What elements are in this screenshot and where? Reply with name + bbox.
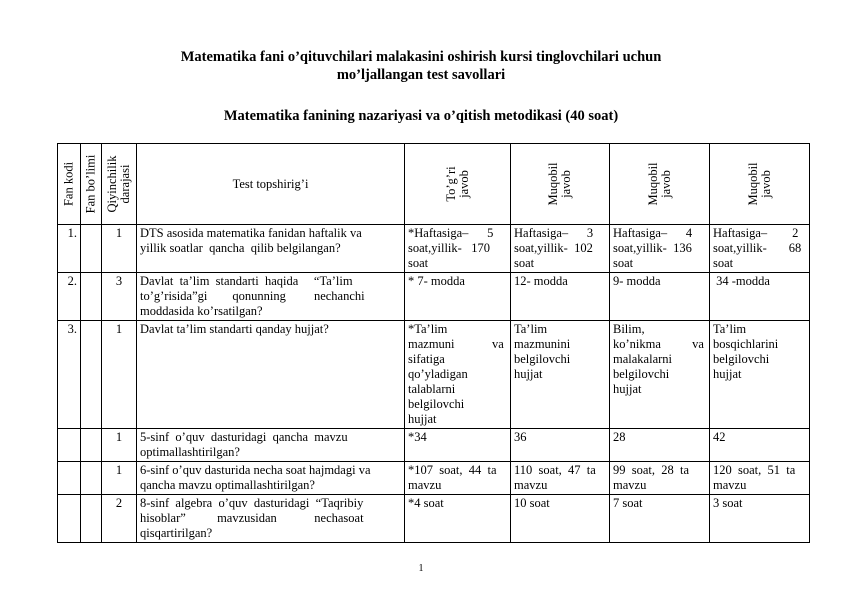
correct-answer-cell <box>405 462 511 495</box>
cell-text-line: 3 soat <box>713 496 743 510</box>
header-alternative-1: Muqobil javob <box>511 144 610 225</box>
cell-text-line: soat <box>408 256 429 270</box>
cell-text-line: sifatiga <box>408 352 445 366</box>
test-questions-table <box>57 143 810 543</box>
question-cell <box>137 321 405 429</box>
fan-kodi-cell <box>58 462 81 495</box>
cell-text-line: qo’yladigan <box>408 367 468 381</box>
fan-bolimi-cell <box>81 495 102 543</box>
cell-text-line: yillik soatlar qancha qilib belgilangan? <box>140 241 341 255</box>
alternative-2-cell <box>610 321 710 429</box>
difficulty-cell: 1 <box>102 429 137 462</box>
cell-text-line: *107 soat, 44 ta <box>408 463 497 477</box>
cell-text-line: talablarni <box>408 382 456 396</box>
cell-text-line: soat,yillik- 170 <box>408 241 490 255</box>
cell-text-line: 42 <box>713 430 726 444</box>
question-cell <box>137 429 405 462</box>
cell-text-line: soat,yillik- 68 <box>713 241 802 255</box>
cell-text-line: belgilovchi <box>514 352 571 366</box>
cell-text-line: Davlat ta’lim standarti qanday hujjat? <box>140 322 329 336</box>
table-body <box>58 225 810 543</box>
alternative-2-cell <box>610 495 710 543</box>
cell-text-line: Bilim, <box>613 322 645 336</box>
cell-text-line: hisoblar” mavzusidan nechasoat <box>140 511 364 525</box>
alternative-2-cell <box>610 225 710 273</box>
cell-text-line: soat,yillik- 136 <box>613 241 692 255</box>
cell-text-line: *34 <box>408 430 427 444</box>
fan-kodi-cell <box>58 429 81 462</box>
cell-text-line: 12- modda <box>514 274 568 288</box>
difficulty-cell: 1 <box>102 462 137 495</box>
cell-text-line: Ta’lim <box>713 322 747 336</box>
cell-text-line: belgilovchi <box>613 367 670 381</box>
fan-kodi-cell: 2. <box>58 273 81 321</box>
alternative-1-cell <box>511 321 610 429</box>
cell-text-line: qancha mavzu optimallashtirilgan? <box>140 478 315 492</box>
fan-kodi-cell <box>58 495 81 543</box>
cell-text-line: hujjat <box>613 382 642 396</box>
alternative-1-cell <box>511 462 610 495</box>
cell-text-line: * 7- modda <box>408 274 465 288</box>
table-row <box>58 321 810 429</box>
fan-bolimi-cell <box>81 321 102 429</box>
cell-text-line: Haftasiga– 2 <box>713 226 799 240</box>
cell-text-line: belgilovchi <box>408 397 465 411</box>
cell-text-line: 8-sinf algebra o’quv dasturidagi “Taqribiy <box>140 496 364 510</box>
header-alternative-2: Muqobil javob <box>610 144 710 225</box>
cell-text-line: 120 soat, 51 ta <box>713 463 796 477</box>
cell-text-line: *4 soat <box>408 496 444 510</box>
document-title-line1: Matematika fani o’qituvchilari malakasini oshirish kursi tinglovchilari uchun <box>180 49 662 65</box>
correct-answer-cell <box>405 273 511 321</box>
cell-text-line: Davlat ta’lim standarti haqida “Ta’lim <box>140 274 353 288</box>
cell-text-line: qisqartirilgan? <box>140 526 213 540</box>
fan-bolimi-cell <box>81 429 102 462</box>
cell-text-line: mazmunini <box>514 337 571 351</box>
document-title-line2: mo’ljallangan test savollari <box>336 67 506 83</box>
table-row <box>58 429 810 462</box>
alternative-3-cell <box>710 225 810 273</box>
correct-answer-cell <box>405 495 511 543</box>
correct-answer-cell <box>405 321 511 429</box>
question-cell <box>137 495 405 543</box>
alternative-3-cell <box>710 273 810 321</box>
cell-text-line: optimallashtirilgan? <box>140 445 240 459</box>
correct-answer-cell <box>405 225 511 273</box>
header-difficulty: Qiyinchilik darajasi <box>102 144 137 225</box>
cell-text-line: 5-sinf o’quv dasturidagi qancha mavzu <box>140 430 348 444</box>
question-cell <box>137 462 405 495</box>
fan-kodi-cell: 3. <box>58 321 81 429</box>
question-cell <box>137 273 405 321</box>
alternative-1-cell <box>511 225 610 273</box>
alternative-1-cell <box>511 495 610 543</box>
cell-text-line: Haftasiga– 4 <box>613 226 693 240</box>
cell-text-line: Haftasiga– 3 <box>514 226 594 240</box>
table-row <box>58 225 810 273</box>
cell-text-line: Ta’lim <box>514 322 548 336</box>
cell-text-line: mavzu <box>408 478 442 492</box>
alternative-2-cell <box>610 429 710 462</box>
cell-text-line: 99 soat, 28 ta <box>613 463 690 477</box>
cell-text-line: *Haftasiga– 5 <box>408 226 494 240</box>
alternative-1-cell <box>511 273 610 321</box>
difficulty-cell: 1 <box>102 321 137 429</box>
cell-text-line: mavzu <box>514 478 548 492</box>
cell-text-line: bosqichlarini <box>713 337 779 351</box>
header-row <box>58 144 810 225</box>
cell-text-line: hujjat <box>514 367 543 381</box>
cell-text-line: mavzu <box>613 478 647 492</box>
difficulty-cell: 2 <box>102 495 137 543</box>
cell-text-line: 36 <box>514 430 527 444</box>
cell-text-line: soat <box>514 256 535 270</box>
document-subtitle: Matematika fanining nazariyasi va o’qitish metodikasi (40 soat) <box>223 108 619 124</box>
difficulty-cell: 3 <box>102 273 137 321</box>
cell-text-line: mavzu <box>713 478 747 492</box>
cell-text-line: 9- modda <box>613 274 661 288</box>
cell-text-line: 110 soat, 47 ta <box>514 463 596 477</box>
fan-kodi-cell: 1. <box>58 225 81 273</box>
header-fan-kodi: Fan kodi <box>58 144 81 225</box>
table-row <box>58 495 810 543</box>
cell-text-line: malakalarni <box>613 352 672 366</box>
cell-text-line: DTS asosida matematika fanidan haftalik va <box>140 226 362 240</box>
cell-text-line: belgilovchi <box>713 352 770 366</box>
fan-bolimi-cell <box>81 225 102 273</box>
cell-text-line: to’g’risida”gi qonunning nechanchi <box>140 289 365 303</box>
alternative-3-cell <box>710 429 810 462</box>
alternative-3-cell <box>710 462 810 495</box>
header-fan-bolimi: Fan bo’limi <box>81 144 102 225</box>
page-number: 1 <box>418 563 424 574</box>
header-alternative-3: Muqobil javob <box>710 144 810 225</box>
table-row <box>58 273 810 321</box>
alternative-3-cell <box>710 321 810 429</box>
cell-text-line: hujjat <box>408 412 437 426</box>
alternative-2-cell <box>610 462 710 495</box>
header-correct-answer: To’g’ri javob <box>405 144 511 225</box>
cell-text-line: 6-sinf o’quv dasturida necha soat hajmdagi va <box>140 463 371 477</box>
cell-text-line: soat <box>713 256 734 270</box>
alternative-1-cell <box>511 429 610 462</box>
cell-text-line: mazmuni va <box>408 337 504 351</box>
alternative-2-cell <box>610 273 710 321</box>
cell-text-line: soat <box>613 256 634 270</box>
cell-text-line: ko’nikma va <box>613 337 704 351</box>
cell-text-line: 28 <box>613 430 626 444</box>
alternative-3-cell <box>710 495 810 543</box>
cell-text-line: hujjat <box>713 367 742 381</box>
cell-text-line: *Ta’lim <box>408 322 448 336</box>
difficulty-cell: 1 <box>102 225 137 273</box>
fan-bolimi-cell <box>81 273 102 321</box>
cell-text-line: soat,yillik- 102 <box>514 241 593 255</box>
cell-text-line: 10 soat <box>514 496 550 510</box>
question-cell <box>137 225 405 273</box>
table-row <box>58 462 810 495</box>
cell-text-line: 7 soat <box>613 496 643 510</box>
cell-text-line: moddasida ko’rsatilgan? <box>140 304 263 318</box>
fan-bolimi-cell <box>81 462 102 495</box>
cell-text-line: 34 -modda <box>713 274 770 288</box>
header-task: Test topshirig’i <box>137 144 405 225</box>
correct-answer-cell <box>405 429 511 462</box>
